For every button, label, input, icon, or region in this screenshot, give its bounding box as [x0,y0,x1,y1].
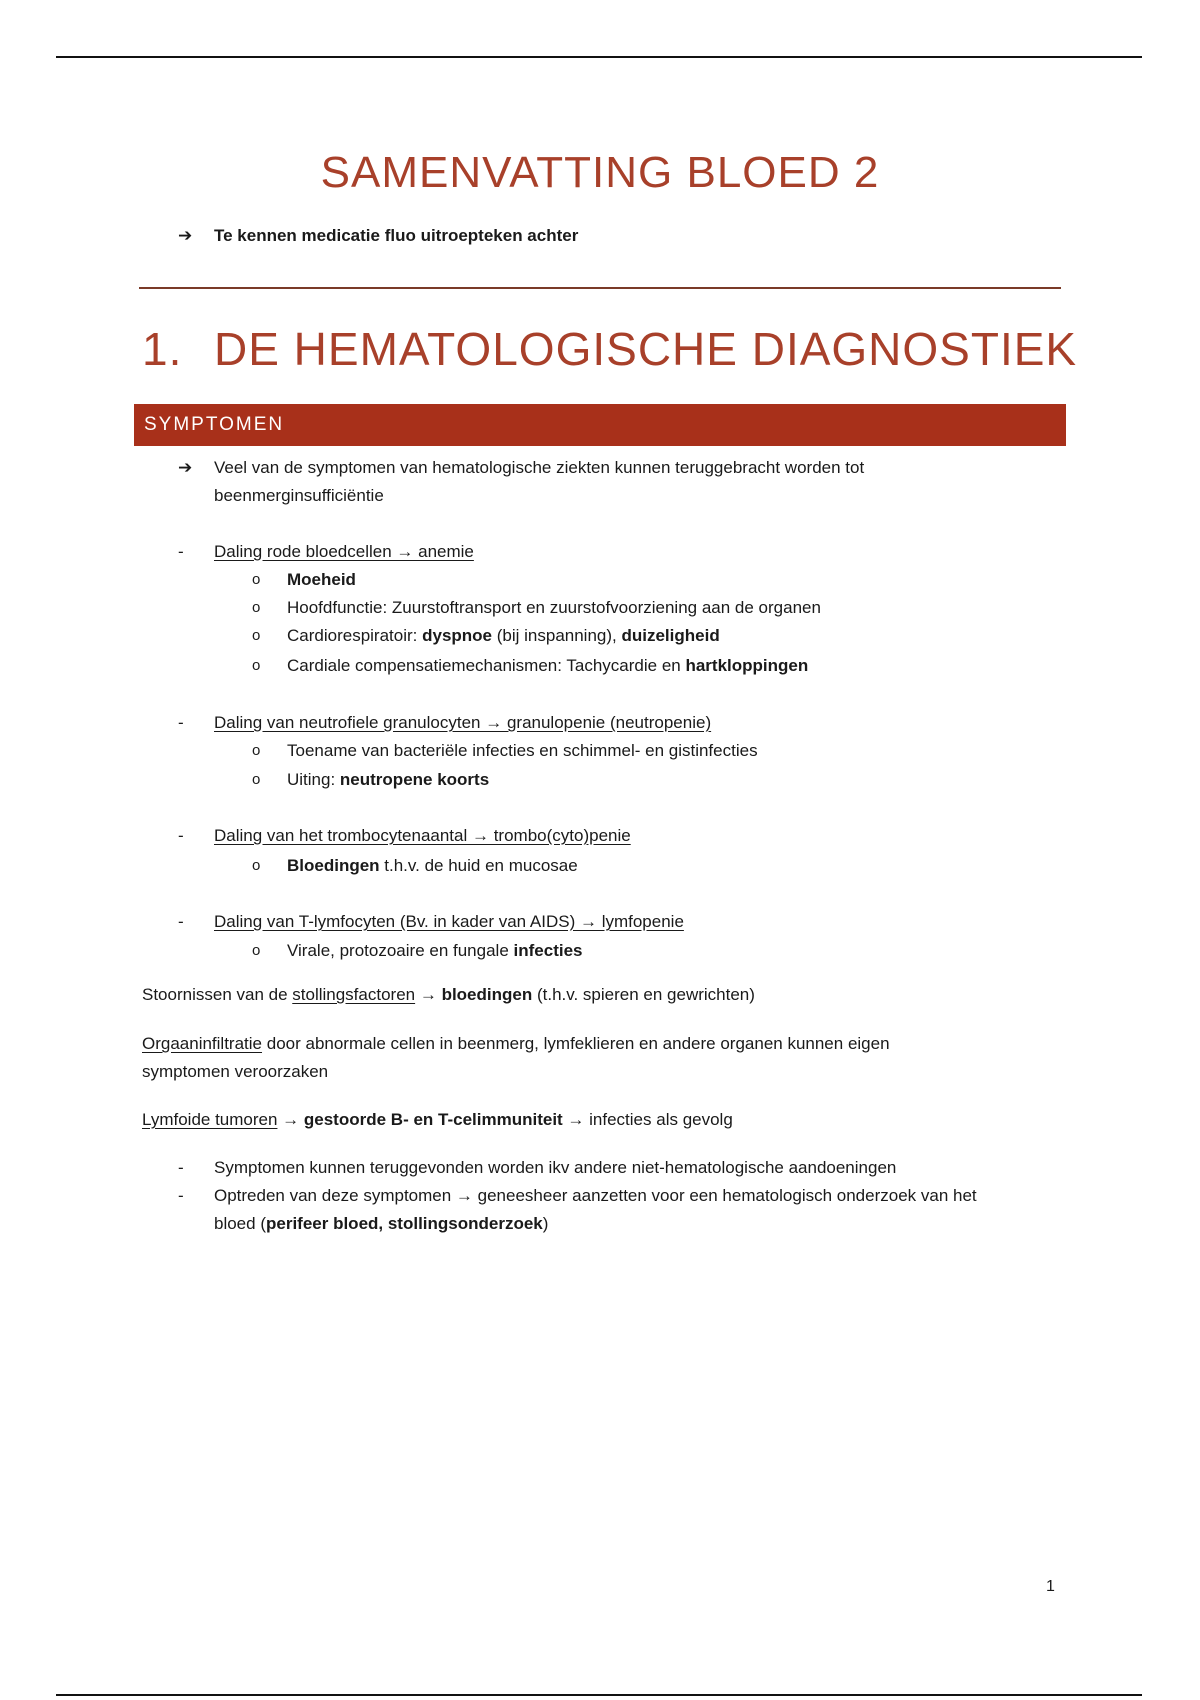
bottom-rule [56,1694,1142,1696]
list-item: Optreden van deze symptomen → geneesheer aanzetten voor een hematologisch onderzoek van het [214,1186,977,1205]
arrow-icon: ➔ [178,458,193,477]
list-item: Hoofdfunctie: Zuurstoftransport en zuurstofvoorziening aan de organen [287,598,821,617]
dash-bullet: - [178,542,184,561]
list-item: Cardiale compensatiemechanismen: Tachycardie en hartkloppingen [287,656,809,675]
neutropenie-heading: Daling van neutrofiele granulocyten → granulopenie (neutropenie) [214,713,712,732]
dash-bullet: - [178,912,184,931]
dash-bullet: - [178,826,184,845]
section-title: DE HEMATOLOGISCHE DIAGNOSTIEK [214,323,1078,375]
paragraph-lymfoide-tumoren: Lymfoide tumoren → gestoorde B- en T-celimmuniteit → infecties als gevolg [142,1110,733,1129]
subsection-band: SYMPTOMEN [134,404,1066,446]
dash-bullet: - [178,1158,184,1177]
section-rule [139,287,1061,289]
list-item: Virale, protozoaire en fungale infecties [287,941,583,960]
circle-bullet: o [252,742,261,759]
list-item: Cardiorespiratoir: dyspnoe (bij inspanning), duizeligheid [287,626,720,645]
circle-bullet: o [252,657,261,674]
list-item: Bloedingen t.h.v. de huid en mucosae [287,856,578,875]
circle-bullet: o [252,942,261,959]
circle-bullet: o [252,571,261,588]
list-item-continuation: bloed (perifeer bloed, stollingsonderzoek) [214,1214,549,1233]
circle-bullet: o [252,599,261,616]
top-rule [56,56,1142,58]
paragraph-orgaaninfiltratie-2: symptomen veroorzaken [142,1062,329,1081]
paragraph-orgaaninfiltratie: Orgaaninfiltratie door abnormale cellen in beenmerg, lymfeklieren en andere organen kunnen eigen [142,1034,890,1053]
page-number: 1 [1046,1578,1055,1595]
circle-bullet: o [252,627,261,644]
circle-bullet: o [252,771,261,788]
section-heading [142,322,1077,376]
dash-bullet: - [178,713,184,732]
circle-bullet: o [252,857,261,874]
intro-line-1: ➔ Veel van de symptomen van hematologische ziekten kunnen teruggebracht worden tot [178,454,864,482]
document-title: SAMENVATTING BLOED 2 [320,148,880,197]
dash-bullet: - [178,1186,184,1205]
section-number: 1. [142,323,183,375]
anemie-heading: Daling rode bloedcellen → anemie [214,542,474,561]
list-item: Toename van bacteriële infecties en schimmel- en gistinfecties [287,741,758,760]
arrow-icon: ➔ [178,226,193,245]
list-item: Moeheid [287,570,356,589]
trombopenie-heading: Daling van het trombocytenaantal → trombo(cyto)penie [214,826,631,845]
intro-line-2: beenmerginsufficiëntie [214,486,384,505]
subtitle-note: ➔ Te kennen medicatie fluo uitroepteken achter [178,226,579,245]
paragraph-stollingsfactoren: Stoornissen van de stollingsfactoren → bloedingen (t.h.v. spieren en gewrichten) [142,985,755,1004]
list-item: Uiting: neutropene koorts [287,770,490,789]
lymfopenie-heading: Daling van T-lymfocyten (Bv. in kader van AIDS) → lymfopenie [214,912,684,931]
list-item: Symptomen kunnen teruggevonden worden ikv andere niet-hematologische aandoeningen [214,1158,897,1177]
